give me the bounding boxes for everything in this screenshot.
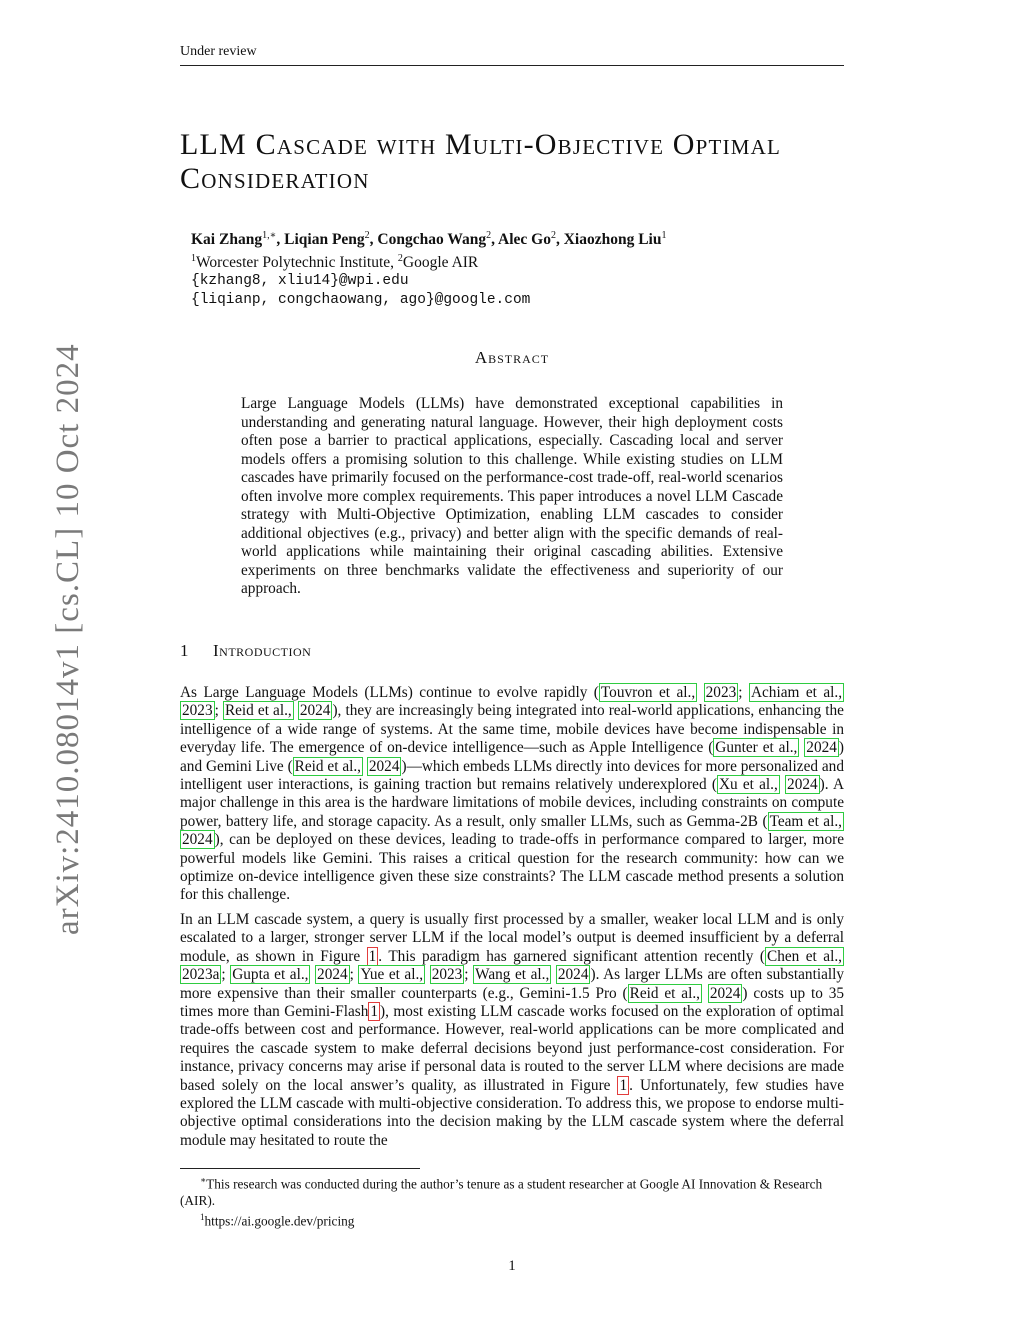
author-mark: 2 <box>550 230 556 241</box>
section-title: Introduction <box>213 641 312 660</box>
arxiv-stamp: arXiv:2410.08014v1 [cs.CL] 10 Oct 2024 <box>50 343 86 935</box>
page-number: 1 <box>508 1258 516 1274</box>
affiliation-1: Worcester Polytechnic Institute, <box>196 254 395 272</box>
footnote-mark: ∗ <box>200 1175 207 1185</box>
title-line-1: LLM Cascade with Multi-Objective Optimal <box>180 128 782 161</box>
citation-link[interactable]: 2024 <box>299 702 331 720</box>
title-line-2: Consideration <box>180 162 370 195</box>
citation-link[interactable]: 2023a <box>182 966 220 984</box>
citation-link[interactable]: Chen et al., <box>767 947 842 965</box>
affiliation-mark: 2 <box>397 253 403 265</box>
citation-link[interactable]: 2024 <box>368 757 400 775</box>
abstract-text: Large Language Models (LLMs) have demonstrated exceptional capabilities in understanding and generating natural language. However, their high deployment costs often pose a barrier to practical applications, especially. Cascading local and server models offers a promising solution to this challenge. While existing studies on LLM cascades have primarily focused on the performance-cost trade-off, real-world scenarios often involve more complex requirements. This paper introduces a novel LLM Cascade strategy with Multi-Objective Optimization, enabling LLM cascades to consider additional objectives (e.g., privacy) and better align with the specific demands of real-world applications while maintaining their original cascading abilities. Extensive experiments on three benchmarks validate the effectiveness and superiority of our approach. <box>241 395 783 597</box>
footnote-ref-link[interactable]: 1 <box>370 1002 379 1020</box>
footnote-mark: 1 <box>200 1212 205 1223</box>
citation-link[interactable]: Team et al., <box>769 812 842 830</box>
affiliation-mark: 1 <box>191 253 196 265</box>
citation-link[interactable]: Gunter et al., <box>715 739 798 757</box>
citation-link[interactable]: 2023 <box>182 702 213 720</box>
running-header: Under review <box>180 44 257 59</box>
citation-link[interactable]: 2024 <box>806 739 837 757</box>
citation-link[interactable]: Touvron et al., <box>600 684 696 701</box>
author-name: Congchao Wang <box>377 231 487 249</box>
author-mark: 2 <box>486 230 492 241</box>
citation-link[interactable]: Reid et al., <box>294 757 362 775</box>
figure-ref-link[interactable]: 1 <box>619 1076 628 1094</box>
author-block <box>191 226 851 310</box>
author-name: Liqian Peng <box>284 231 365 249</box>
footnotes <box>180 1172 844 1230</box>
citation-link[interactable]: Reid et al., <box>629 984 700 1002</box>
citation-link[interactable]: 2023 <box>705 684 737 701</box>
affiliations <box>191 249 851 272</box>
paragraph-1: As Large Language Models (LLMs) continue to evolve rapidly ( Touvron et al., 2023 ; Achiam et al., 2023 ; Reid et al., 2024 ), they are increasingly being integrated into real-world applications, enhancing the intelligence of a wide range of systems. At the same time, mobile devices have become indispensable in everyday life. The emergence of on-device intelligence—such as Apple Intelligence ( Gunter et al., 2024 ) and Gemini Live ( Reid et al., 2024 )—which embeds LLMs directly into devices for more personalized and intelligent user interactions, is gaining traction but remains relatively underexplored ( Xu et al., 2024 ). A major challenge in this area is the hardware limitations of mobile devices, including constraints on compute power, battery life, and storage capacity. As a result, only smaller LLMs, such as Gemma-2B ( Team et al., 2024 ), can be deployed on these devices, leading to trade-offs in performance compared to larger, more powerful models like Gemini. This raises a critical question for the research community: how can we optimize on-device intelligence given these size constraints? The LLM cascade method presents a solution for this challenge. <box>180 684 844 904</box>
section-heading <box>180 641 311 661</box>
author-names: Kai Zhang$^{1,∗}$, Liqian Peng$^2$, Congchao Wang$^2$, Alec Go$^2$, Xiaozhong Liu$^1$ <box>191 230 667 249</box>
email-1: {kzhang8, xliu14}@wpi.edu <box>191 273 409 290</box>
header-rule <box>180 65 844 66</box>
footnote-2 <box>180 1209 844 1229</box>
footnote-rule <box>180 1168 420 1169</box>
citation-link[interactable]: 2023 <box>431 966 463 984</box>
abstract-heading: Abstract <box>474 348 550 367</box>
citation-link[interactable]: 2024 <box>317 966 348 984</box>
paper-title <box>180 128 860 196</box>
citation-link[interactable]: 2024 <box>557 966 589 984</box>
citation-link[interactable]: Reid et al., <box>224 702 292 720</box>
pricing-url[interactable]: https://ai.google.dev/pricing <box>204 1213 355 1229</box>
citation-link[interactable]: 2024 <box>709 984 741 1002</box>
section-number: 1 <box>180 641 189 660</box>
citation-link[interactable]: 2024 <box>787 776 818 794</box>
citation-link[interactable]: Yue et al., <box>360 966 424 984</box>
citation-link[interactable]: 2024 <box>182 831 213 849</box>
paragraph-2: In an LLM cascade system, a query is usually first processed by a smaller, weaker local LLM and is only escalated to a larger, stronger server LLM if the local model’s output is deemed insufficient by a deferral module, as shown in Figure 1 . This paradigm has garnered significant attention recently ( Chen et al., 2023a ; Gupta et al., 2024 ; Yue et al., 2023 ; Wang et al., 2024 ). As larger LLMs are often substantially more expensive than their smaller counterparts (e.g., Gemini-1.5 Pro ( Reid et al., 2024 ) costs up to 35 times more than Gemini-Flash 1 ), most existing LLM cascade works focused on the exploration of optimal trade-offs between cost and performance. However, real-world applications can be more complicated and requires the cascade system to make deferral decisions beyond just performance-cost consideration. For instance, privacy concerns may arise if personal data is routed to the server LLM where decisions are made based solely on the local answer’s quality, as illustrated in Figure 1 . Unfortunately, few studies have explored the LLM cascade with multi-objective consideration. To address this, we propose to endorse multi-objective optimal considerations into the decision making by the LLM cascade system where the deferral module may hesitated to route the <box>180 910 845 1149</box>
citation-link[interactable]: Wang et al., <box>475 966 550 984</box>
author-name: Xiaozhong Liu <box>563 231 662 249</box>
author-mark: 2 <box>364 230 370 241</box>
author-mark: 1 <box>661 230 667 241</box>
citation-link[interactable]: Xu et al., <box>718 776 778 794</box>
citation-link[interactable]: Achiam et al., <box>750 684 843 701</box>
email-2: {liqianp, congchaowang, ago}@google.com <box>191 292 531 309</box>
footnote-1: ∗This research was conducted during the author’s tenure as a student researcher at Google AI Innovation & Research (AIR). <box>180 1175 823 1209</box>
affiliation-2: Google AIR <box>402 254 479 272</box>
author-name: Alec Go <box>498 231 551 249</box>
citation-link[interactable]: Gupta et al., <box>232 966 309 984</box>
body-text <box>180 684 844 1156</box>
author-name: Kai Zhang <box>191 231 263 249</box>
figure-ref-link[interactable]: 1 <box>368 947 377 965</box>
author-mark: 1,∗ <box>262 230 277 241</box>
